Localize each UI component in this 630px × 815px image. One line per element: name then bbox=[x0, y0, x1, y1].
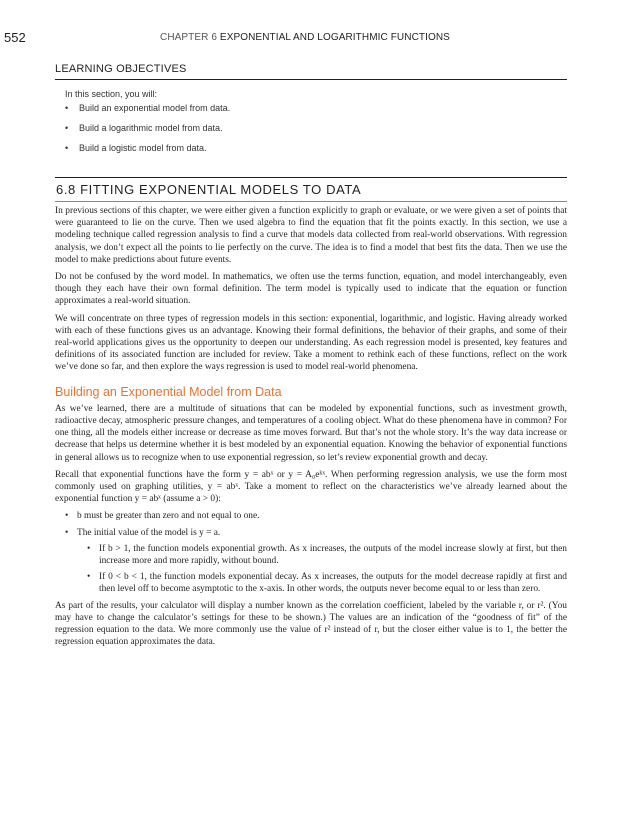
list-item: • b must be greater than zero and not equal to one. bbox=[65, 511, 260, 522]
page-number: 552 bbox=[4, 30, 26, 45]
sub-list-item: • If b > 1, the function models exponential growth. As x increases, the outputs of the model increase slowly at first, but then increase more and more rapidly, without bound. bbox=[87, 543, 567, 567]
objective-item: • Build a logistic model from data. bbox=[65, 143, 207, 153]
page-header bbox=[0, 30, 630, 46]
bullet-icon: • bbox=[65, 143, 69, 153]
objectives-intro: In this section, you will: bbox=[65, 89, 158, 99]
paragraph-recall: Recall that exponential functions have the form y = abˣ or y = A₀eᵏˣ. When performing regression analysis, we use the form most commonly used on graphing utilities, y = abˣ. Take a moment to reflect on the characteristics we’ve already learned about the exponential function y = abˣ (assume a > 0): bbox=[55, 469, 567, 505]
chapter-label: CHAPTER 6 bbox=[160, 32, 218, 43]
sub-list bbox=[77, 543, 567, 596]
paragraph-model: Do not be confused by the word model. In mathematics, we often use the terms function, equation, and model interchangeably, even though they each have their own formal definition. The term model is typically used to indicate that the equation or function approximates a real-world situation. bbox=[55, 272, 567, 307]
section-title: 6.8 FITTING EXPONENTIAL MODELS TO DATA bbox=[56, 182, 362, 197]
subsection-title: Building an Exponential Model from Data bbox=[55, 384, 282, 399]
characteristics-list bbox=[55, 510, 567, 595]
learning-objectives bbox=[55, 63, 567, 163]
bullet-icon: • bbox=[87, 572, 91, 583]
section-body bbox=[55, 205, 567, 654]
objectives-list bbox=[55, 103, 567, 154]
paragraph-intro: In previous sections of this chapter, we were either given a function explicitly to graph or evaluate, or we were given a set of points that were guaranteed to lie on the curve. Then we used algebra to find the equation that fit the points exactly. In this section, we use a modeling technique called regression analysis to find a curve that models data collected from real-world observations. With regression analysis, we don’t expect all the points to lie perfectly on the curve. The idea is to find a model that best fits the data. Then we use the model to make predictions about future events. bbox=[55, 206, 567, 265]
paragraph-situations: As we’ve learned, there are a multitude of situations that can be modeled by exponential functions, such as investment growth, radioactive decay, atmospheric pressure changes, and temperatures of a cooling object. What do these phenomena have in common? For one thing, all the models either increase or decrease as time moves forward. But that’s not the whole story. It’s the way data increase or decrease that helps us determine whether it is best modeled by an exponential equation. Knowing the behavior of exponential functions in general allows us to recognize when to use exponential regression, so let’s review exponential growth and decay. bbox=[55, 403, 567, 463]
bullet-icon: • bbox=[65, 527, 69, 538]
bullet-icon: • bbox=[87, 543, 91, 554]
objective-item: • Build a logarithmic model from data. bbox=[65, 123, 223, 133]
list-item: • The initial value of the model is y = a. • If b > 1, the function models exponential growth. As x increases, the outputs of the model increase slowly at first, but then increase more and more rapidly, without bound. • If 0 < b < 1, the function models exponential decay. As x increases, the outputs for the model decrease rapidly at first and then level off to become asymptotic to the x-axis. In other words, the outputs never become equal to or less than zero. bbox=[65, 527, 567, 595]
bullet-icon: • bbox=[65, 123, 69, 133]
chapter-name: EXPONENTIAL AND LOGARITHMIC FUNCTIONS bbox=[219, 32, 450, 43]
objectives-heading: LEARNING OBJECTIVES bbox=[55, 63, 567, 80]
section-divider-top bbox=[55, 177, 567, 178]
chapter-title bbox=[160, 32, 450, 43]
objective-item: • Build an exponential model from data. bbox=[65, 103, 231, 113]
section-divider-bottom bbox=[55, 201, 567, 202]
paragraph-correlation: As part of the results, your calculator will display a number known as the correlation coefficient, labeled by the variable r, or r². (You may have to change the calculator’s settings for these to be shown.) The values are an indication of the “goodness of fit” of the regression equation to the data. We more commonly use the value of r² instead of r, but the closer either value is to 1, the better the regression equation approximates the data. bbox=[55, 600, 567, 648]
bullet-icon: • bbox=[65, 511, 69, 522]
bullet-icon: • bbox=[65, 103, 69, 113]
paragraph-types: We will concentrate on three types of regression models in this section: exponential, logarithmic, and logistic. Having already worked with each of these functions gives us an advantage. Knowing their formal definitions, the behavior of their graphs, and some of their real-world applications gives us the opportunity to deepen our understanding. As each regression model is presented, key features and definitions of its associated function are included for review. Take a moment to rethink each of these functions, reflect on the work we’ve done so far, and then explore the ways regression is used to model real-world phenomena. bbox=[55, 313, 567, 373]
sub-list-item: • If 0 < b < 1, the function models exponential decay. As x increases, the outputs for the model decrease rapidly at first and then level off to become asymptotic to the x-axis. In other words, the outputs never become equal to or less than zero. bbox=[87, 572, 567, 595]
